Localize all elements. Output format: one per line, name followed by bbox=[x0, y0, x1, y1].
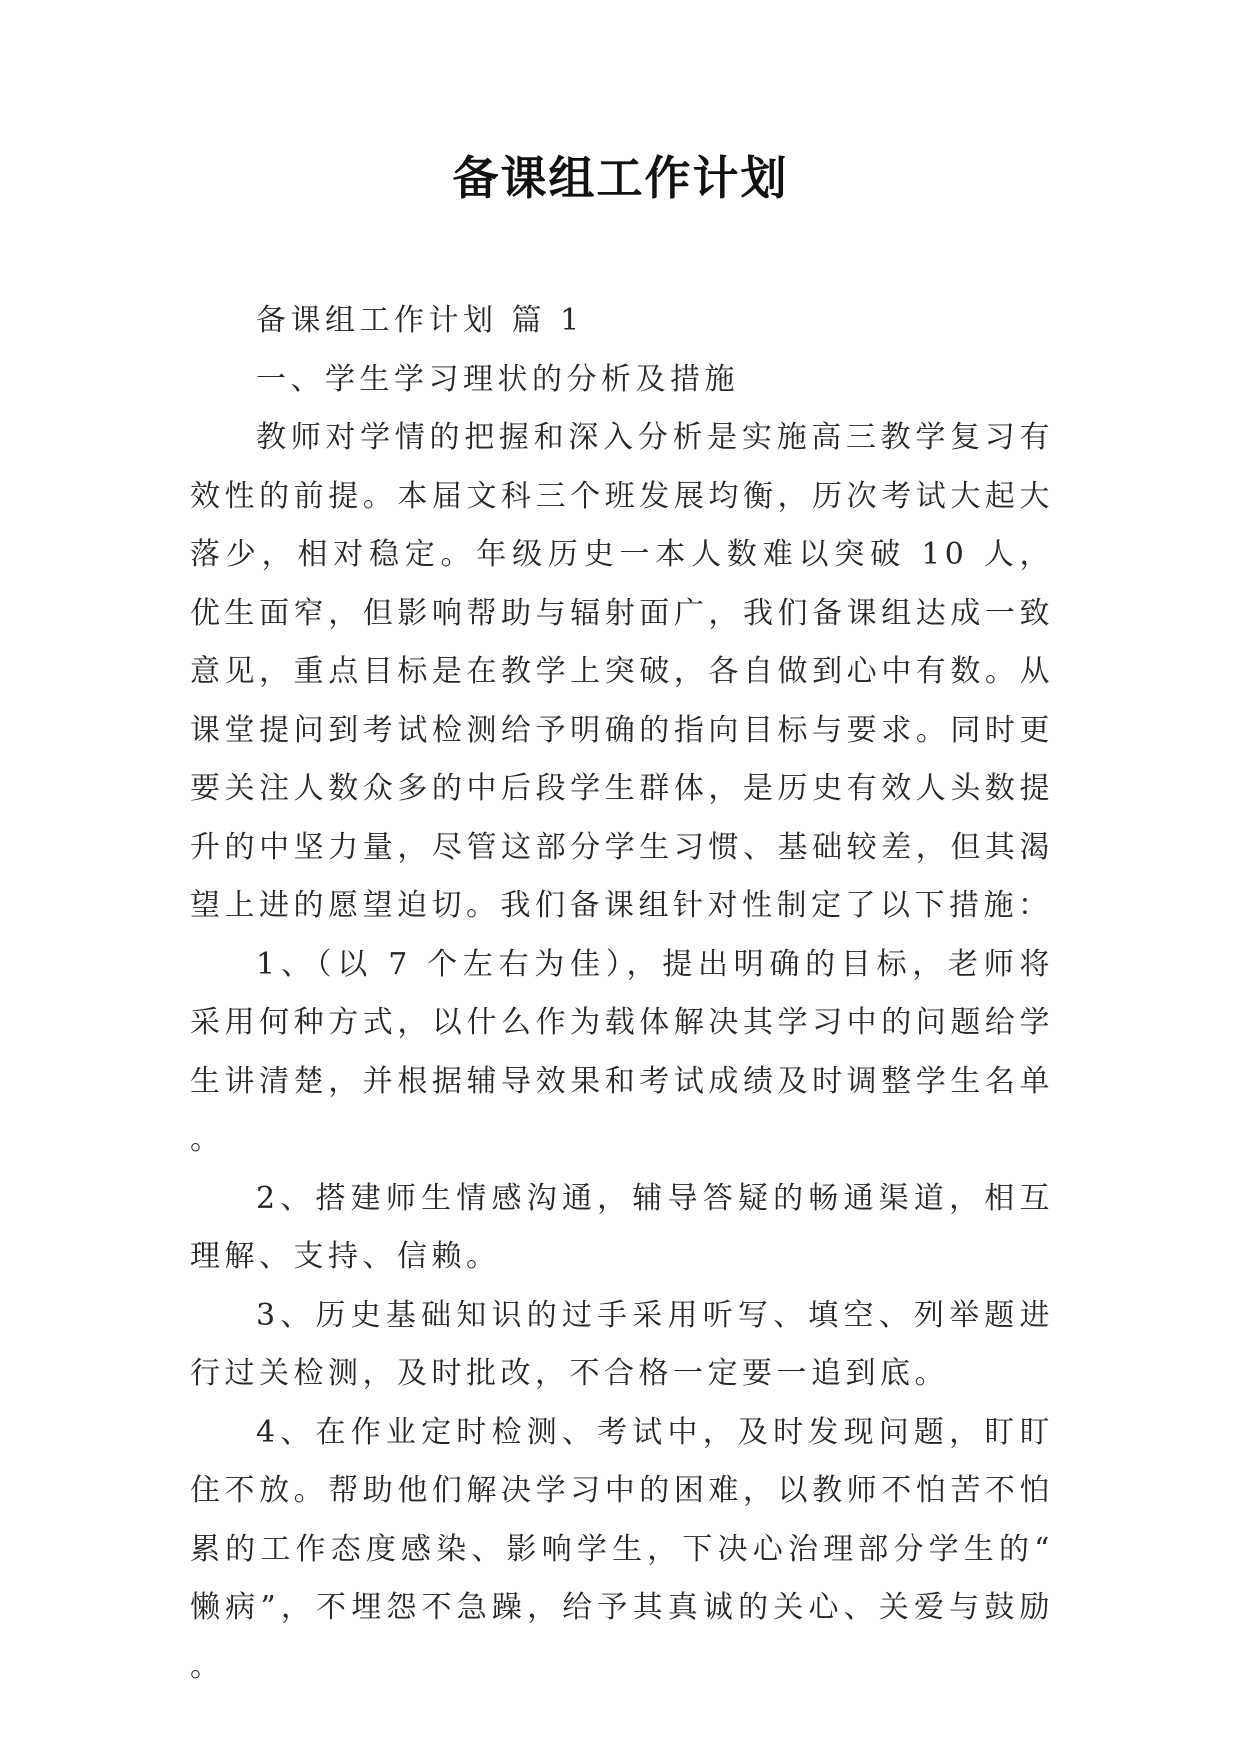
part-heading: 备课组工作计划 篇 1 bbox=[256, 303, 584, 338]
paragraph: 2、搭建师生情感沟通，辅导答疑的畅通渠道，相互理解、支持、信赖。 bbox=[190, 1180, 1054, 1274]
paragraph: 3、历史基础知识的过手采用听写、填空、列举题进行过关检测，及时批改，不合格一定要一追到底。 bbox=[190, 1297, 1054, 1391]
document-title: 备课组工作计划 bbox=[452, 151, 789, 205]
document-body bbox=[190, 292, 1054, 1696]
section-heading: 一、学生学习理状的分析及措施 bbox=[256, 361, 739, 397]
paragraph: 教师对学情的把握和深入分析是实施高三教学复习有效性的前提。本届文科三个班发展均衡，历次考试大起大落少，相对稳定。年级历史一本人数难以突破 10 人，优生面窄，但影响帮助与辐射面广，我们备课组达成一致意见，重点目标是在教学上突破，各自做到心中有数。从课堂提问到考试检测给予明确的指向目标与要求。同时更要关注人数众多的中后段学生群体，是历史有效人头数提升的中坚力量，尽管这部分学生习惯、基础较差，但其渴望上进的愿望迫切。我们备课组针对性制定了以下措施： bbox=[190, 420, 1054, 923]
paragraph: 1、（以 7 个左右为佳），提出明确的目标，老师将采用何种方式，以什么作为载体解决其学习中的问题给学生讲清楚，并根据辅导效果和考试成绩及时调整学生名单。 bbox=[190, 946, 1054, 1157]
paragraph: 4、在作业定时检测、考试中，及时发现问题，盯盯住不放。帮助他们解决学习中的困难，以教师不怕苦不怕累的工作态度感染、影响学生，下决心治理部分学生的“懒病”，不埋怨不急躁，给予其真诚的关心、关爱与鼓励。 bbox=[190, 1414, 1054, 1684]
